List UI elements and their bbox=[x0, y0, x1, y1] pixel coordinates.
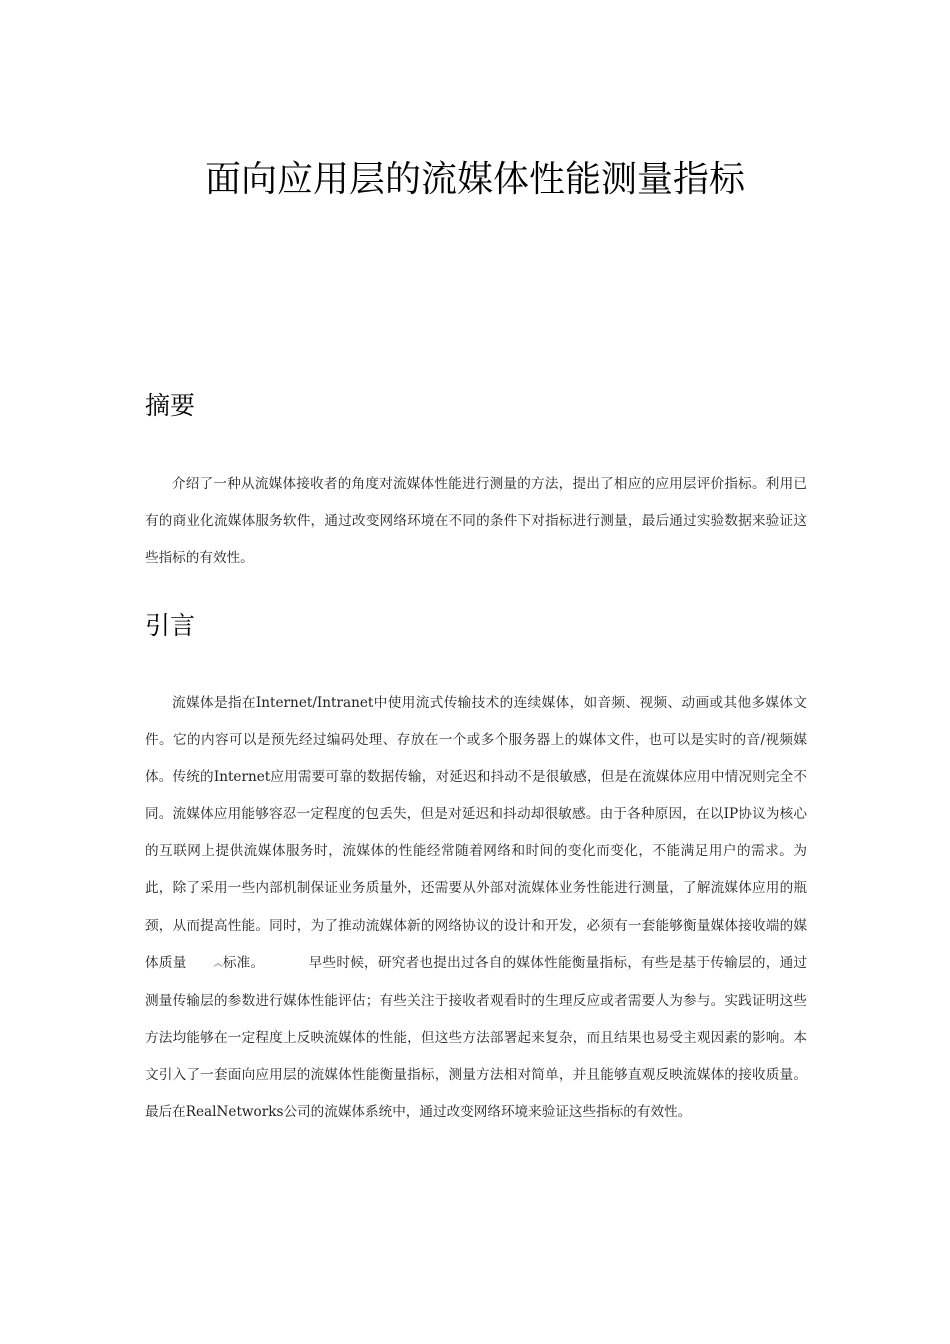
inline-mark: ︽ bbox=[213, 958, 223, 969]
introduction-heading: 引言 bbox=[145, 611, 196, 640]
abstract-paragraph: 介绍了一种从流媒体接收者的角度对流媒体性能进行测量的方法，提出了相应的应用层评价指标。利用已有的商业化流媒体服务软件，通过改变网络环境在不同的条件下对指标进行测量，最后通过实验数据来验证这些指标的有效性。 bbox=[145, 476, 807, 567]
document-title: 面向应用层的流媒体性能测量指标 bbox=[204, 159, 745, 200]
introduction-paragraph bbox=[145, 685, 807, 1131]
introduction-text-part3: 早些时候，研究者也提出过各自的媒体性能衡量指标，有些是基于传输层的，通过测量传输层的参数进行媒体性能评估；有些关注于接收者观看时的生理反应或者需要人为参与。实践证明这些方法均能够在一定程度上反映流媒体的性能，但这些方法部署起来复杂，而且结果也易受主观因素的影响。本文引入了一套面向应用层的流媒体性能衡量指标，测量方法相对简单，并且能够直观反映流媒体的接收质量。最后在RealNetworks公司的流媒体系统中，通过改变网络环境来验证这些指标的有效性。 bbox=[145, 954, 808, 1121]
introduction-text-part1: 流媒体是指在Internet/Intranet中使用流式传输技术的连续媒体，如音频、视频、动画或其他多媒体文件。它的内容可以是预先经过编码处理、存放在一个或多个服务器上的媒体文件，也可以是实时的音/视频媒体。传统的Internet应用需要可靠的数据传输，对延迟和抖动不是很敏感，但是在流媒体应用中情况则完全不同。流媒体应用能够容忍一定程度的包丢失，但是对延迟和抖动却很敏感。由于各种原因，在以IP协议为核心的互联网上提供流媒体服务时，流媒体的性能经常随着网络和时间的变化而变化，不能满足用户的需求。为此，除了采用一些内部机制保证业务质量外，还需要从外部对流媒体业务性能进行测量，了解流媒体应用的瓶颈，从而提高性能。同时，为了推动流媒体新的网络协议的设计和开发，必须有一套能够衡量媒体接收端的媒体质量 bbox=[145, 695, 807, 971]
abstract-heading: 摘要 bbox=[145, 391, 196, 420]
introduction-text-part2: 标准。 bbox=[222, 954, 265, 971]
